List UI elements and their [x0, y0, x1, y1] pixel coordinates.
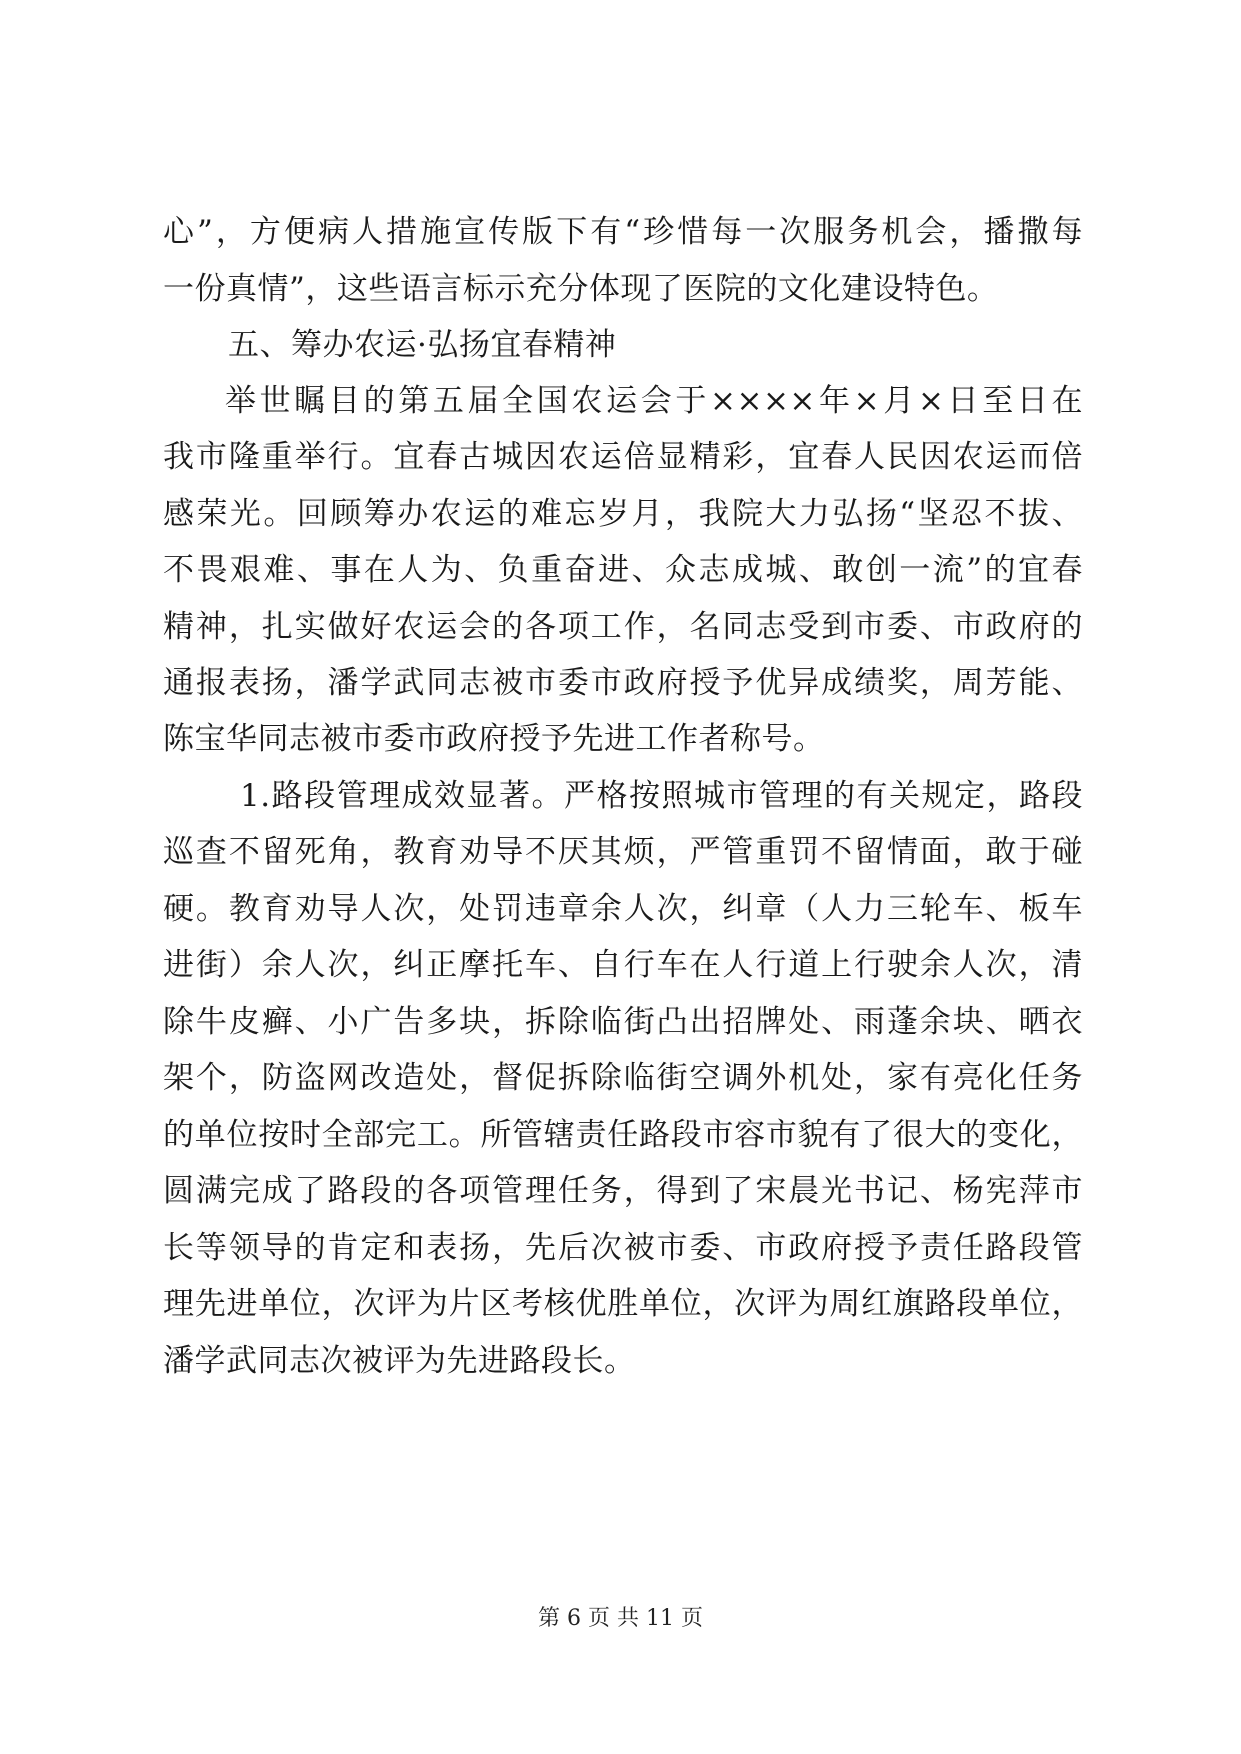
paragraph-1-line-2: 一份真情”，这些语言标示充分体现了医院的文化建设特色。	[163, 271, 999, 307]
paragraph-3-line-9: 长等领导的肯定和表扬，先后次被市委、市政府授予责任路段管	[163, 1230, 1083, 1266]
paragraph-1-line-1: 心”，方便病人措施宣传版下有“珍惜每一次服务机会，播撒每	[163, 214, 1083, 250]
paragraph-3-line-4: 进街）余人次，纠正摩托车、自行车在人行道上行驶余人次，清	[163, 947, 1083, 983]
paragraph-3-line-10: 理先进单位，次评为片区考核优胜单位，次评为周红旗路段单位，	[163, 1286, 1083, 1322]
paragraph-3-line-2: 巡查不留死角，教育劝导不厌其烦，严管重罚不留情面，敢于碰	[163, 834, 1083, 870]
paragraph-3-line-6: 架个，防盗网改造处，督促拆除临街空调外机处，家有亮化任务	[163, 1060, 1083, 1096]
page-number-footer: 第 6 页 共 11 页	[538, 1606, 703, 1631]
paragraph-3-line-3: 硬。教育劝导人次，处罚违章余人次，纠章（人力三轮车、板车	[163, 891, 1083, 927]
paragraph-2-line-7: 陈宝华同志被市委市政府授予先进工作者称号。	[163, 721, 825, 757]
paragraph-3-line-8: 圆满完成了路段的各项管理任务，得到了宋晨光书记、杨宪萍市	[163, 1173, 1083, 1209]
paragraph-3-line-1: 1.路段管理成效显著。严格按照城市管理的有关规定，路段	[240, 778, 1083, 814]
paragraph-3-line-5: 除牛皮癣、小广告多块，拆除临街凸出招牌处、雨蓬余块、晒衣	[163, 1004, 1083, 1040]
paragraph-2-line-4: 不畏艰难、事在人为、负重奋进、众志成城、敢创一流”的宜春	[163, 552, 1083, 588]
paragraph-3-line-11: 潘学武同志次被评为先进路段长。	[163, 1343, 636, 1379]
paragraph-2-line-3: 感荣光。回顾筹办农运的难忘岁月，我院大力弘扬“坚忍不拔、	[163, 496, 1083, 532]
paragraph-3-line-7: 的单位按时全部完工。所管辖责任路段市容市貌有了很大的变化，	[163, 1117, 1083, 1153]
paragraph-2-line-6: 通报表扬，潘学武同志被市委市政府授予优异成绩奖，周芳能、	[163, 665, 1083, 701]
paragraph-2-line-5: 精神，扎实做好农运会的各项工作，名同志受到市委、市政府的	[163, 609, 1083, 645]
section-heading: 五、筹办农运·弘扬宜春精神	[228, 327, 617, 363]
paragraph-2-line-2: 我市隆重举行。宜春古城因农运倍显精彩，宜春人民因农运而倍	[163, 439, 1083, 475]
paragraph-2-line-1: 举世瞩目的第五届全国农运会于××××年×月×日至日在	[225, 383, 1083, 419]
